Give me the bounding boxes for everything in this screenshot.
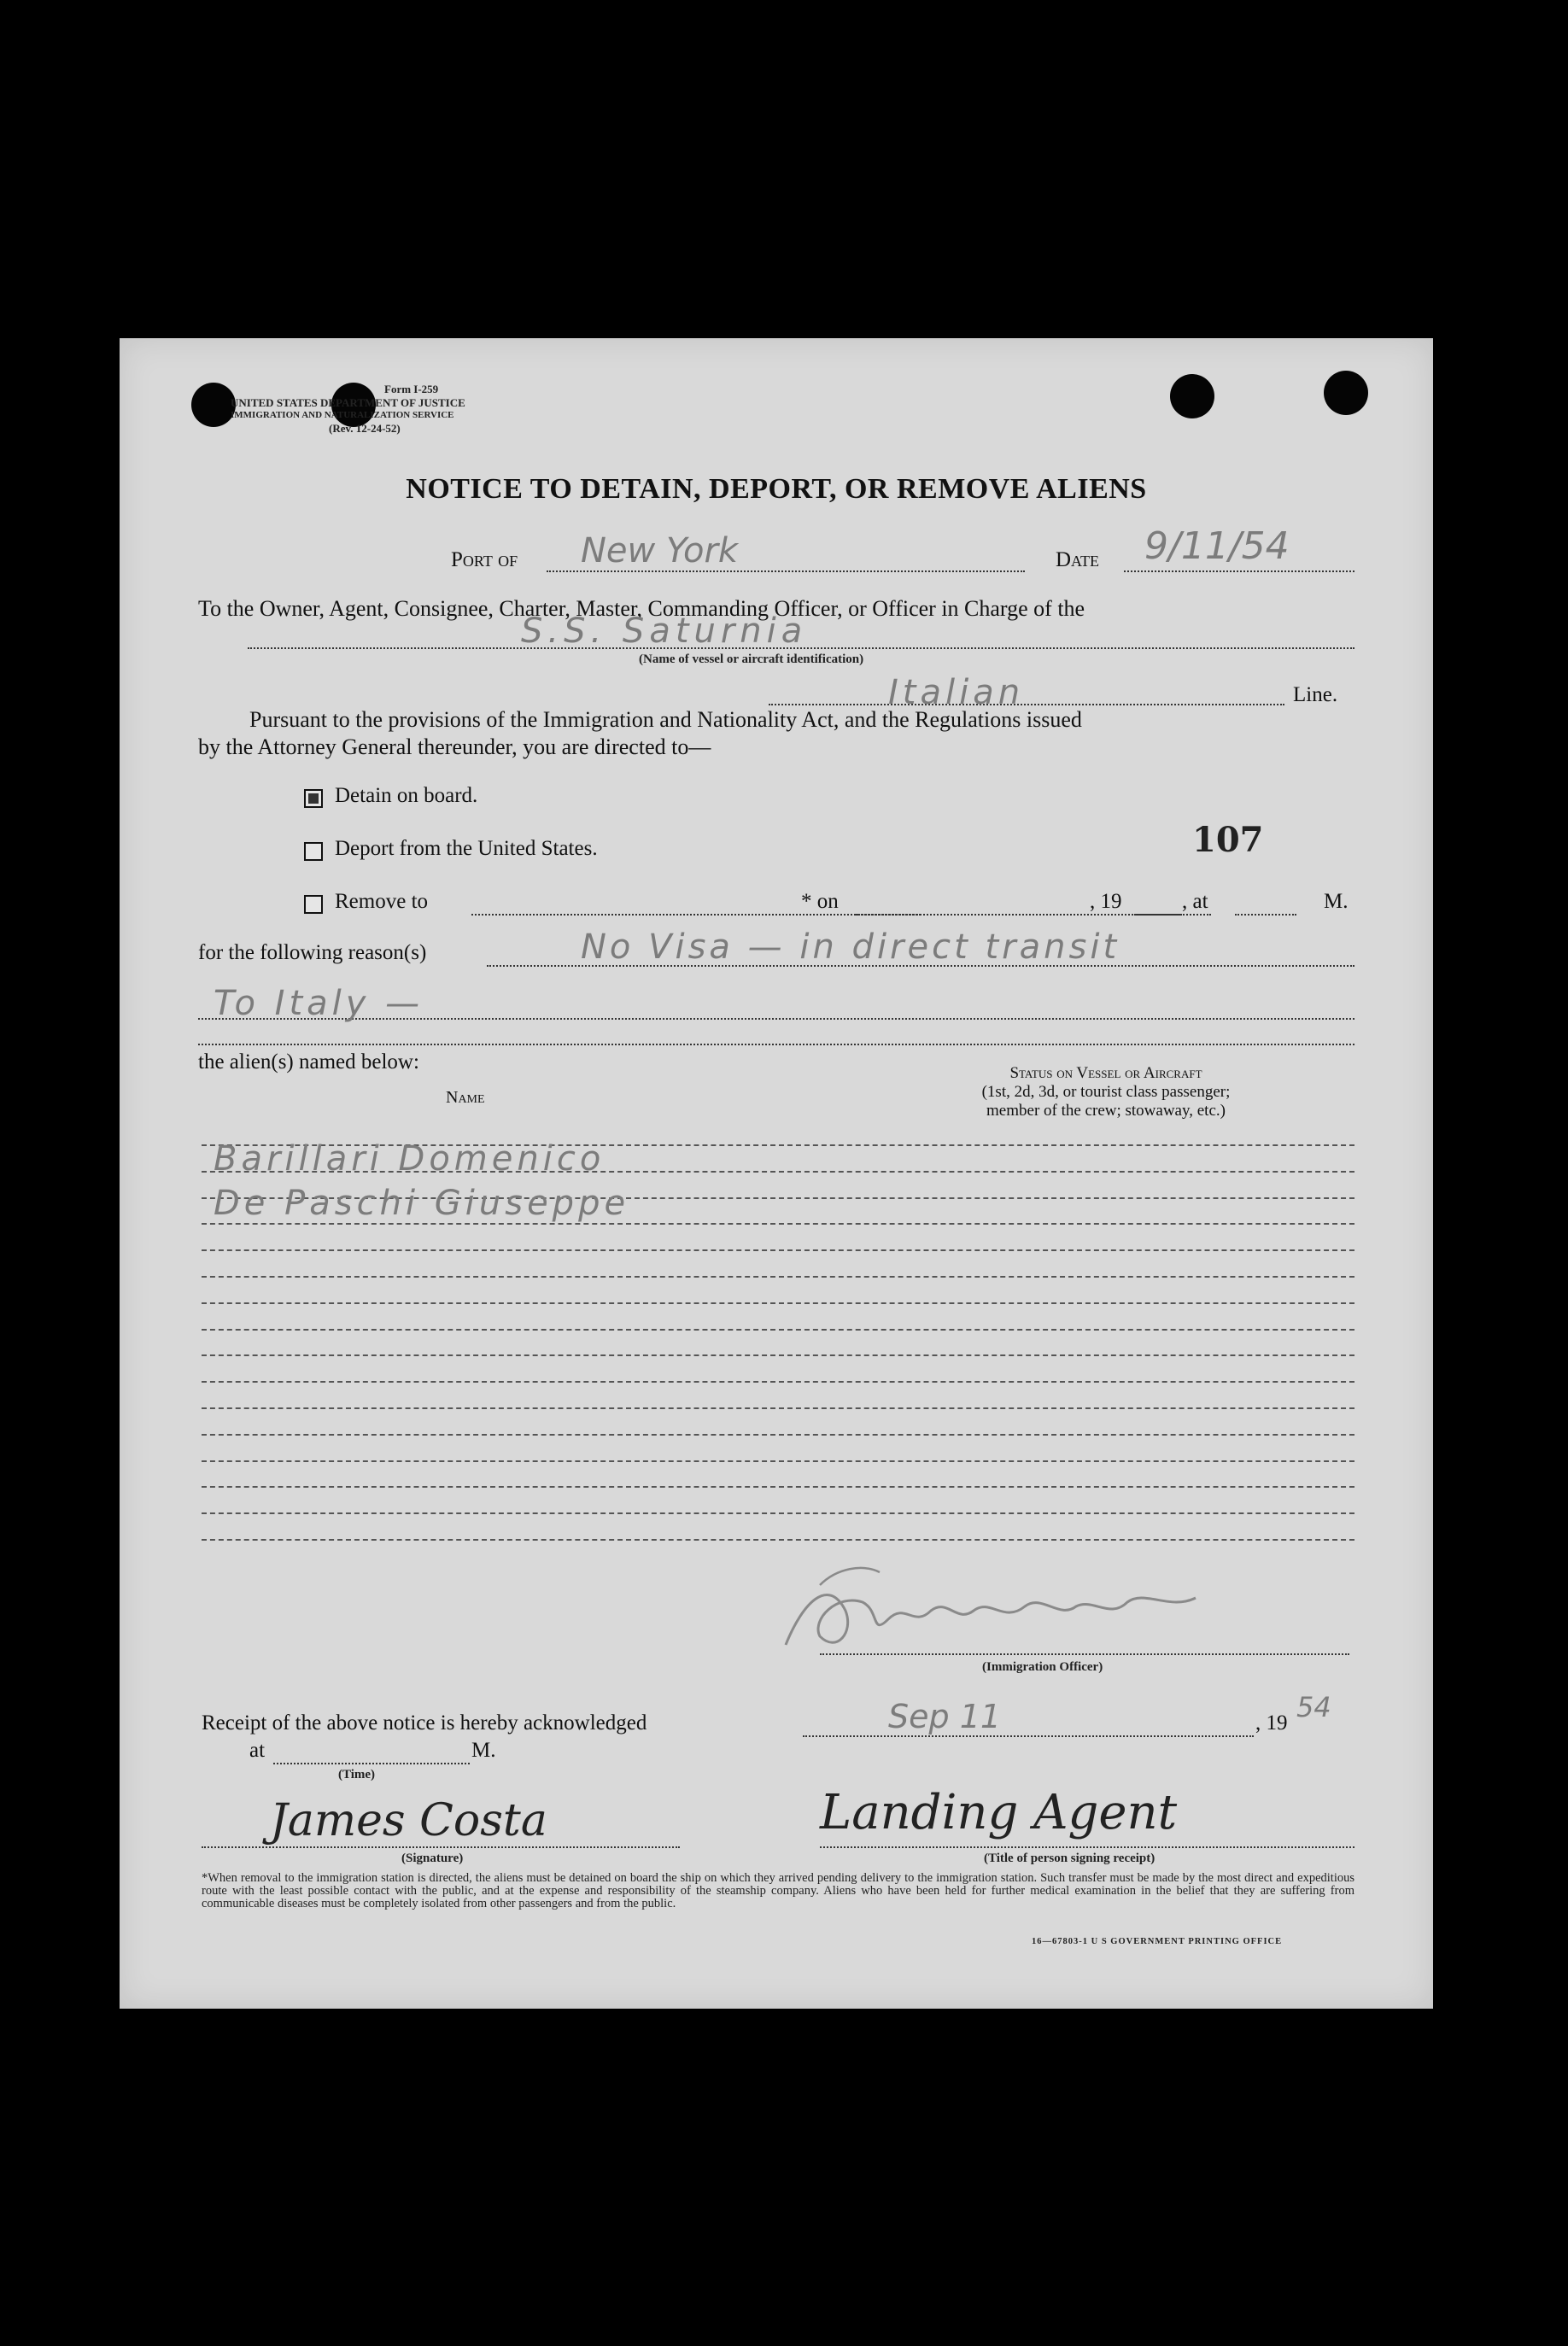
time-line: [273, 1763, 470, 1764]
remove-destination-line: [471, 914, 921, 916]
name-row-line: [202, 1302, 775, 1304]
date-label: Date: [1056, 548, 1100, 571]
form-revision: (Rev. 12-24-52): [329, 422, 401, 435]
status-row-line: [779, 1539, 1354, 1541]
department-name: UNITED STATES DEPARTMENT OF JUSTICE: [231, 396, 465, 409]
name-row-line: [202, 1223, 775, 1225]
name-row-line: [202, 1486, 775, 1488]
punch-hole: [1324, 371, 1368, 415]
line-label: Line.: [1293, 683, 1338, 706]
officer-signature: [769, 1551, 1213, 1662]
port-line: [547, 570, 1025, 572]
name-row-line: [202, 1460, 775, 1462]
status-row-line: [779, 1276, 1354, 1278]
name-row-line: [202, 1329, 775, 1331]
service-name: IMMIGRATION AND NATURALIZATION SERVICE: [231, 410, 454, 420]
remove-year-label: , 19: [1090, 890, 1122, 913]
receipt-date-line: [803, 1735, 1254, 1737]
signature-line: [202, 1846, 680, 1848]
detain-label: Detain on board.: [335, 784, 478, 807]
receipt-year-prefix: , 19: [1255, 1711, 1288, 1735]
status-row-line: [779, 1460, 1354, 1462]
vessel-caption: (Name of vessel or aircraft identification): [639, 652, 864, 666]
date-value: 9/11/54: [1144, 524, 1290, 568]
reason-label: for the following reason(s): [198, 941, 427, 964]
status-row-line: [779, 1249, 1354, 1251]
remove-at-label: , at: [1182, 890, 1208, 913]
m-label: M.: [471, 1739, 496, 1762]
remove-checkbox[interactable]: [304, 895, 323, 914]
name-row-line: [202, 1539, 775, 1541]
time-caption: (Time): [338, 1768, 376, 1781]
form-number: Form I-259: [384, 383, 439, 395]
name-row-line: [202, 1276, 775, 1278]
receipt-year-value: 54: [1296, 1691, 1331, 1723]
name-row-line: [202, 1407, 775, 1409]
punch-hole: [1170, 374, 1214, 418]
title-value: Landing Agent: [820, 1785, 1178, 1840]
status-row-line: [779, 1434, 1354, 1436]
remove-year-line: [1134, 914, 1182, 916]
status-row-line: [779, 1329, 1354, 1331]
punch-hole: [191, 383, 236, 427]
reason-value-1: No Visa — in direct transit: [581, 927, 1120, 967]
vessel-value: S.S. Saturnia: [521, 611, 808, 651]
status-header-2: (1st, 2d, 3d, or tourist class passenger;: [981, 1083, 1231, 1101]
name-row-line: [202, 1249, 775, 1251]
form-page: [120, 338, 1433, 2009]
status-row-line: [779, 1223, 1354, 1225]
remove-m-label: M.: [1324, 890, 1349, 913]
receipt-text: Receipt of the above notice is hereby acknowledged: [202, 1711, 647, 1735]
port-value: New York: [581, 531, 739, 570]
officer-line: [820, 1653, 1349, 1655]
status-row-line: [779, 1381, 1354, 1383]
addressee-text: To the Owner, Agent, Consignee, Charter, Master, Commanding Officer, or Officer in Charge of the: [198, 596, 1085, 621]
pursuant-text-2: by the Attorney General thereunder, you are directed to—: [198, 734, 711, 759]
status-row-line: [779, 1197, 1354, 1199]
aliens-label: the alien(s) named below:: [198, 1050, 419, 1074]
status-row-line: [779, 1486, 1354, 1488]
line-value: Italian: [888, 673, 1025, 712]
name-row-line: [202, 1354, 775, 1356]
reason-value-2: To Italy —: [214, 984, 424, 1023]
title-line: [820, 1846, 1354, 1848]
at-label: at: [249, 1739, 266, 1762]
signature-caption: (Signature): [401, 1852, 464, 1865]
remove-label: Remove to: [335, 890, 429, 913]
reason-line-3: [198, 1044, 1354, 1045]
title-caption: (Title of person signing receipt): [984, 1852, 1156, 1865]
status-row-line: [779, 1302, 1354, 1304]
print-info: 16—67803-1 U S GOVERNMENT PRINTING OFFICE: [1032, 1937, 1283, 1946]
status-header-1: Status on Vessel or Aircraft: [1009, 1064, 1202, 1082]
detain-checkbox[interactable]: [304, 789, 323, 808]
port-label: Port of: [451, 548, 518, 571]
status-row-line: [779, 1512, 1354, 1514]
pursuant-text-1: Pursuant to the provisions of the Immigration and Nationality Act, and the Regulations issued: [249, 707, 1082, 732]
name-row-line: [202, 1512, 775, 1514]
date-line: [1124, 570, 1354, 572]
footnote: *When removal to the immigration station is directed, the aliens must be detained on board the ship on which they arrived pending delivery to the immigration station. Such transfer must be made by the most direct and expeditious route with the least possible contact with the public, and at the expense and responsibility of the steamship company. Aliens who have been held for further medical examination in the belief that they are suffering from communicable diseases must be completely isolated from other passengers and from the public.: [202, 1871, 1354, 1910]
line-name-line: [769, 704, 1284, 705]
name-column-header: Name: [446, 1088, 485, 1107]
status-row-line: [779, 1407, 1354, 1409]
deport-label: Deport from the United States.: [335, 837, 598, 860]
remove-on-label: * on: [801, 890, 839, 913]
name-row-line: [202, 1434, 775, 1436]
margin-number: 107: [1192, 820, 1264, 860]
status-row-line: [779, 1144, 1354, 1146]
name-row-line: [202, 1381, 775, 1383]
status-row-line: [779, 1171, 1354, 1173]
receipt-date-value: Sep 11: [888, 1698, 1002, 1735]
status-header-3: member of the crew; stowaway, etc.): [986, 1102, 1226, 1120]
signature-value: James Costa: [270, 1795, 547, 1846]
remove-time-line: [1235, 914, 1296, 916]
form-title: NOTICE TO DETAIN, DEPORT, OR REMOVE ALIENS: [406, 473, 1147, 505]
status-row-line: [779, 1354, 1354, 1356]
deport-checkbox[interactable]: [304, 842, 323, 861]
alien-name-1: Barillari Domenico: [214, 1139, 606, 1179]
officer-caption: (Immigration Officer): [982, 1660, 1103, 1674]
alien-name-2: De Paschi Giuseppe: [214, 1184, 630, 1223]
